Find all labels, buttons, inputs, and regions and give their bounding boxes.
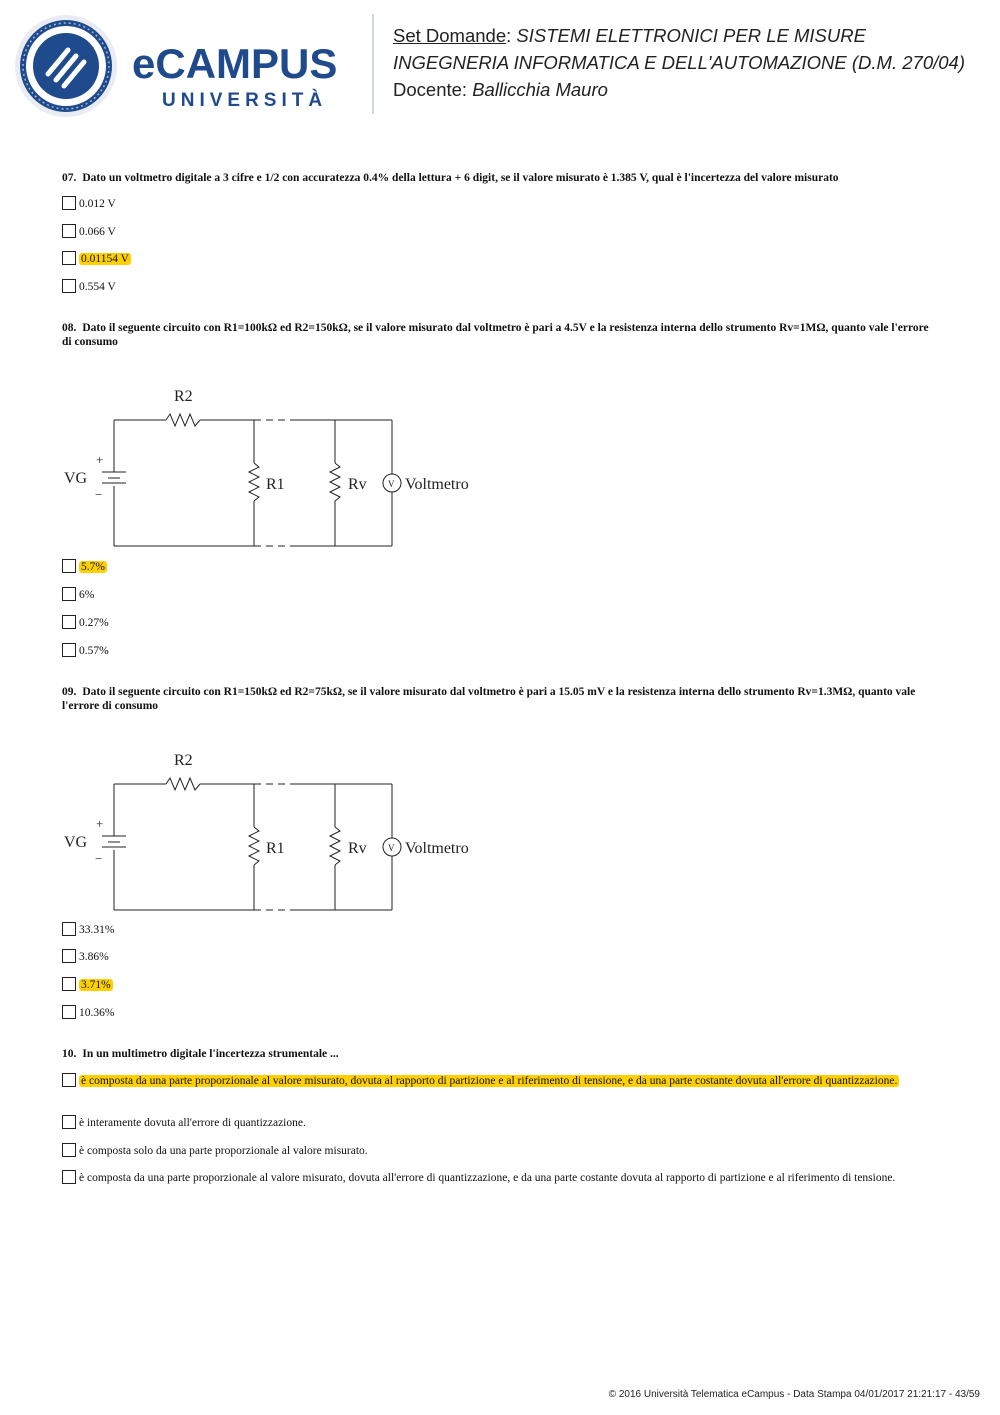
header-divider [372,14,374,114]
set-label: Set Domande [393,25,507,46]
answer-option[interactable]: è interamente dovuta all'errore di quantizzazione. [62,1115,932,1131]
label-r2: R2 [174,388,193,405]
page-header [0,0,1000,130]
answer-option[interactable]: 33.31% [62,922,932,938]
svg-text:eCAMPUS: eCAMPUS [132,40,338,87]
checkbox[interactable] [62,1170,76,1184]
degree-name: INGEGNERIA INFORMATICA E DELL'AUTOMAZIONE (D.M. 270/04) [393,52,965,73]
question-08 [62,321,932,657]
answer-option[interactable]: 6% [62,587,932,603]
label-r1: R1 [266,840,285,857]
teacher-name: Ballicchia Mauro [472,79,608,100]
answer-option-highlighted[interactable]: 3.71% [62,977,932,993]
label-v: V [388,479,395,489]
checkbox[interactable] [62,559,76,573]
checkbox[interactable] [62,224,76,238]
checkbox[interactable] [62,977,76,991]
answer-option[interactable]: 0.066 V [62,224,932,240]
svg-text:UNIVERSITÀ: UNIVERSITÀ [162,90,328,111]
question-10 [62,1047,932,1184]
page-footer: © 2016 Università Telematica eCampus - Data Stampa 04/01/2017 21:21:17 - 43/59 [608,1389,980,1400]
label-v: V [388,843,395,853]
teacher-label: Docente: [393,79,468,100]
label-rv: Rv [348,476,367,493]
course-name: SISTEMI ELETTRONICI PER LE MISURE [516,25,866,46]
circuit-diagram [62,741,502,921]
answer-option[interactable]: è composta da una parte proporzionale al valore misurato, dovuta all'errore di quantizzazione, e da una parte costante dovuta al rapporto di partizione e al riferimento di tensione. [62,1170,932,1186]
ecampus-seal-logo [14,14,118,118]
header-info: Set Domande: SISTEMI ELETTRONICI PER LE MISURE INGEGNERIA INFORMATICA E DELL'AUTOMAZIONE (D.M. 270/04) Docente: Ballicchia Mauro [393,25,965,100]
checkbox[interactable] [62,1073,76,1087]
checkbox[interactable] [62,196,76,210]
answer-option-highlighted[interactable]: 0.01154 V [62,251,932,267]
question-09 [62,685,932,1019]
answer-option[interactable]: 0.57% [62,643,932,659]
label-plus: + [96,452,104,467]
checkbox[interactable] [62,643,76,657]
checkbox[interactable] [62,587,76,601]
checkbox[interactable] [62,279,76,293]
question-title: 10. In un multimetro digitale l'incertezza strumentale ... [62,1048,339,1060]
question-title: 09. Dato il seguente circuito con R1=150kΩ ed R2=75kΩ, se il valore misurato dal voltmetro è pari a 15.05 mV e la resistenza interna dello strumento Rv=1.3MΩ, quanto vale l'errore di consumo [62,686,916,712]
checkbox[interactable] [62,1115,76,1129]
label-voltmetro: Voltmetro [405,840,469,857]
answer-option[interactable]: 0.012 V [62,196,932,212]
label-vg: VG [64,834,88,851]
label-plus: + [96,816,104,831]
answer-option-highlighted[interactable]: 5.7% [62,559,932,575]
checkbox[interactable] [62,949,76,963]
label-rv: Rv [348,840,367,857]
label-minus: − [95,851,103,866]
answer-option[interactable]: 0.554 V [62,279,932,295]
question-title: 08. Dato il seguente circuito con R1=100kΩ ed R2=150kΩ, se il valore misurato dal voltmetro è pari a 4.5V e la resistenza interna dello strumento Rv=1MΩ, quanto vale l'errore di consumo [62,322,929,348]
checkbox[interactable] [62,1143,76,1157]
label-r2: R2 [174,752,193,769]
checkbox[interactable] [62,922,76,936]
label-r1: R1 [266,476,285,493]
checkbox[interactable] [62,251,76,265]
answer-option-highlighted[interactable]: è composta da una parte proporzionale al valore misurato, dovuta al rapporto di partizione e al riferimento di tensione, e da una parte costante dovuta all'errore di quantizzazione. [62,1073,932,1089]
label-vg: VG [64,470,88,487]
question-07 [62,171,932,293]
answer-option[interactable]: 3.86% [62,949,932,965]
label-minus: − [95,487,103,502]
checkbox[interactable] [62,1005,76,1019]
answer-option[interactable]: 10.36% [62,1005,932,1021]
ecampus-wordmark-logo [132,40,360,112]
circuit-diagram [62,377,502,557]
checkbox[interactable] [62,615,76,629]
question-title: 07. Dato un voltmetro digitale a 3 cifre e 1/2 con accuratezza 0.4% della lettura + 6 digit, se il valore misurato è 1.385 V, qual è l'incertezza del valore misurato [62,172,839,184]
answer-option[interactable]: è composta solo da una parte proporzionale al valore misurato. [62,1143,932,1159]
answer-option[interactable]: 0.27% [62,615,932,631]
label-voltmetro: Voltmetro [405,476,469,493]
